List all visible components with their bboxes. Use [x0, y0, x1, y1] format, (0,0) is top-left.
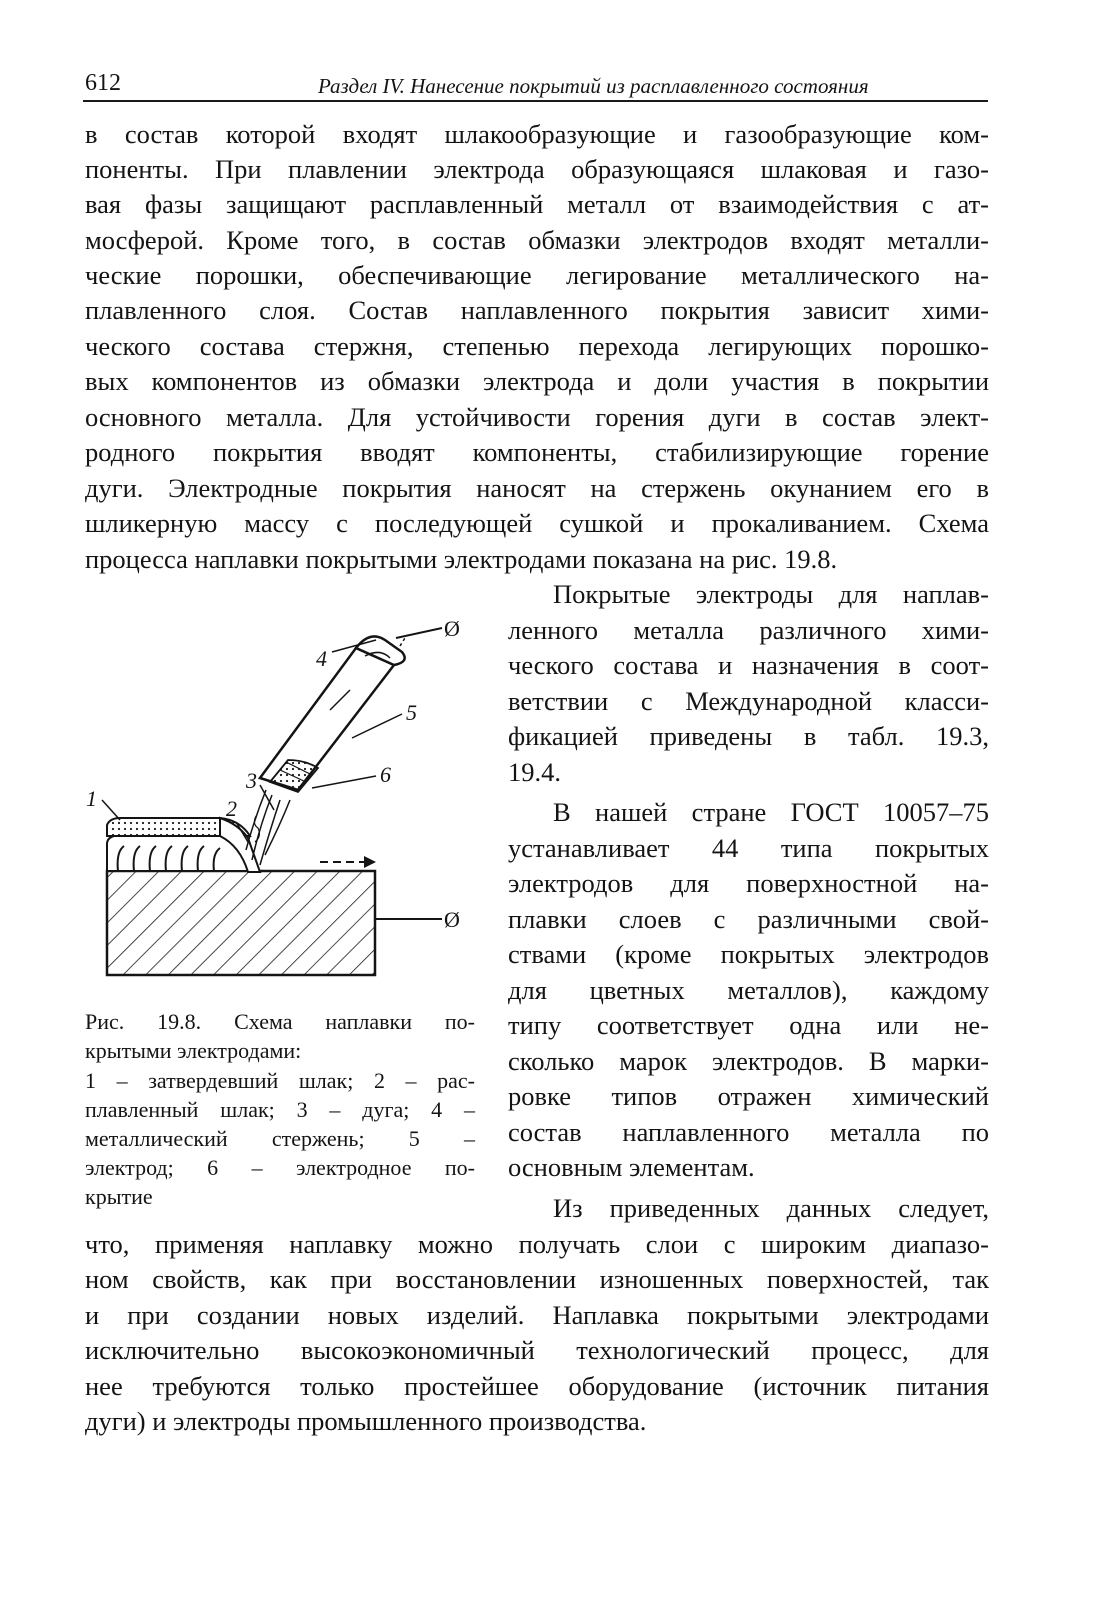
text-line: типу соответствует одна или не- [508, 1010, 989, 1040]
leader-line-1 [102, 800, 120, 820]
text-line: исключительно высокоэкономичный технологический процесс, для [85, 1335, 989, 1365]
caption-line: 1 – затвердевший шлак; 2 – рас- [85, 1068, 475, 1093]
text-line: ровке типов отражен химический [508, 1081, 989, 1111]
electrode-terminal [396, 616, 460, 646]
text-line: ветствии с Международной класси- [508, 686, 989, 716]
text-line: В нашей стране ГОСТ 10057–75 [553, 797, 989, 827]
text-line: вая фазы защищают расплавленный металл от взаимодействия с ат- [85, 189, 989, 219]
terminal-symbol-bottom: Ø [444, 907, 460, 932]
caption-line: крытыми электродами: [85, 1038, 302, 1063]
text-line: ном свойств, как при восстановлении изношенных поверхностей, так [85, 1264, 989, 1294]
text-line: плавленного слоя. Состав наплавленного покрытия зависит хими- [85, 295, 989, 325]
terminal-symbol-top: Ø [444, 616, 460, 641]
label-2: 2 [226, 796, 237, 821]
text-line: дуги) и электроды промышленного производства. [85, 1406, 647, 1436]
page-number: 612 [85, 70, 121, 96]
travel-direction-arrow [320, 856, 376, 868]
text-line: мосферой. Кроме того, в состав обмазки электродов входят металли- [85, 225, 989, 255]
text-line: ческого состава и назначения в соот- [508, 650, 989, 680]
caption-line: Рис. 19.8. Схема наплавки по- [85, 1009, 475, 1034]
header-rule [83, 100, 988, 102]
text-line: фикацией приведены в табл. 19.3, [508, 721, 989, 751]
text-line: ческого состава стержня, степенью перехода легирующих порошко- [85, 331, 989, 361]
text-line: Из приведенных данных следует, [553, 1193, 989, 1223]
workpiece-terminal [375, 907, 460, 932]
text-line: вых компонентов из обмазки электрода и доли участия в покрытии [85, 366, 989, 396]
text-line: основным элементам. [508, 1152, 755, 1182]
text-line: и при создании новых изделий. Наплавка покрытыми электродами [85, 1300, 989, 1330]
text-line: для цветных металлов), каждому [508, 975, 989, 1005]
caption-line: металлический стержень; 5 – [85, 1126, 475, 1151]
text-line: что, применяя наплавку можно получать слои с широким диапазо- [85, 1229, 989, 1259]
text-line: электродов для поверхностной на- [508, 868, 989, 898]
label-4: 4 [316, 646, 327, 671]
text-line: дуги. Электродные покрытия наносят на стержень окунанием его в [85, 473, 989, 503]
text-line: устанавливает 44 типа покрытых [508, 833, 989, 863]
caption-line: крытие [85, 1184, 153, 1209]
caption-line: электрод; 6 – электродное по- [85, 1155, 475, 1180]
text-line: ческие порошки, обеспечивающие легирование металлического на- [85, 260, 989, 290]
text-line: ленного металла различного хими- [508, 615, 989, 645]
text-line: в состав которой входят шлакообразующие и газообразующие ком- [85, 119, 989, 149]
text-line: Покрытые электроды для наплав- [553, 579, 989, 609]
text-line: плавки слоев с различными свой- [508, 904, 989, 934]
text-line: нее требуются только простейшее оборудование (источник питания [85, 1371, 989, 1401]
text-line: 19.4. [508, 757, 561, 787]
text-line: поненты. При плавлении электрода образующаяся шлаковая и газо- [85, 154, 989, 184]
leader-line-5 [352, 714, 402, 738]
text-line: родного покрытия вводят компоненты, стабилизирующие горение [85, 437, 989, 467]
text-line: основного металла. Для устойчивости горения дуги в состав элект- [85, 402, 989, 432]
text-line: сколько марок электродов. В марки- [508, 1046, 989, 1076]
label-1: 1 [86, 786, 97, 811]
text-line: ствами (кроме покрытых электродов [508, 939, 989, 969]
label-3: 3 [246, 768, 257, 793]
label-6: 6 [380, 762, 391, 787]
label-5: 5 [406, 700, 417, 725]
text-line: шликерную массу с последующей сушкой и прокаливанием. Схема [85, 508, 989, 538]
base-metal [107, 871, 375, 975]
running-head: Раздел IV. Нанесение покрытий из расплавленного состояния [318, 74, 869, 98]
text-line: состав наплавленного металла по [508, 1117, 989, 1147]
caption-line: плавленный шлак; 3 – дуга; 4 – [85, 1097, 475, 1122]
welding-diagram [80, 610, 500, 1010]
leader-line-6 [312, 776, 376, 788]
text-line: процесса наплавки покрытыми электродами показана на рис. 19.8. [85, 544, 838, 574]
